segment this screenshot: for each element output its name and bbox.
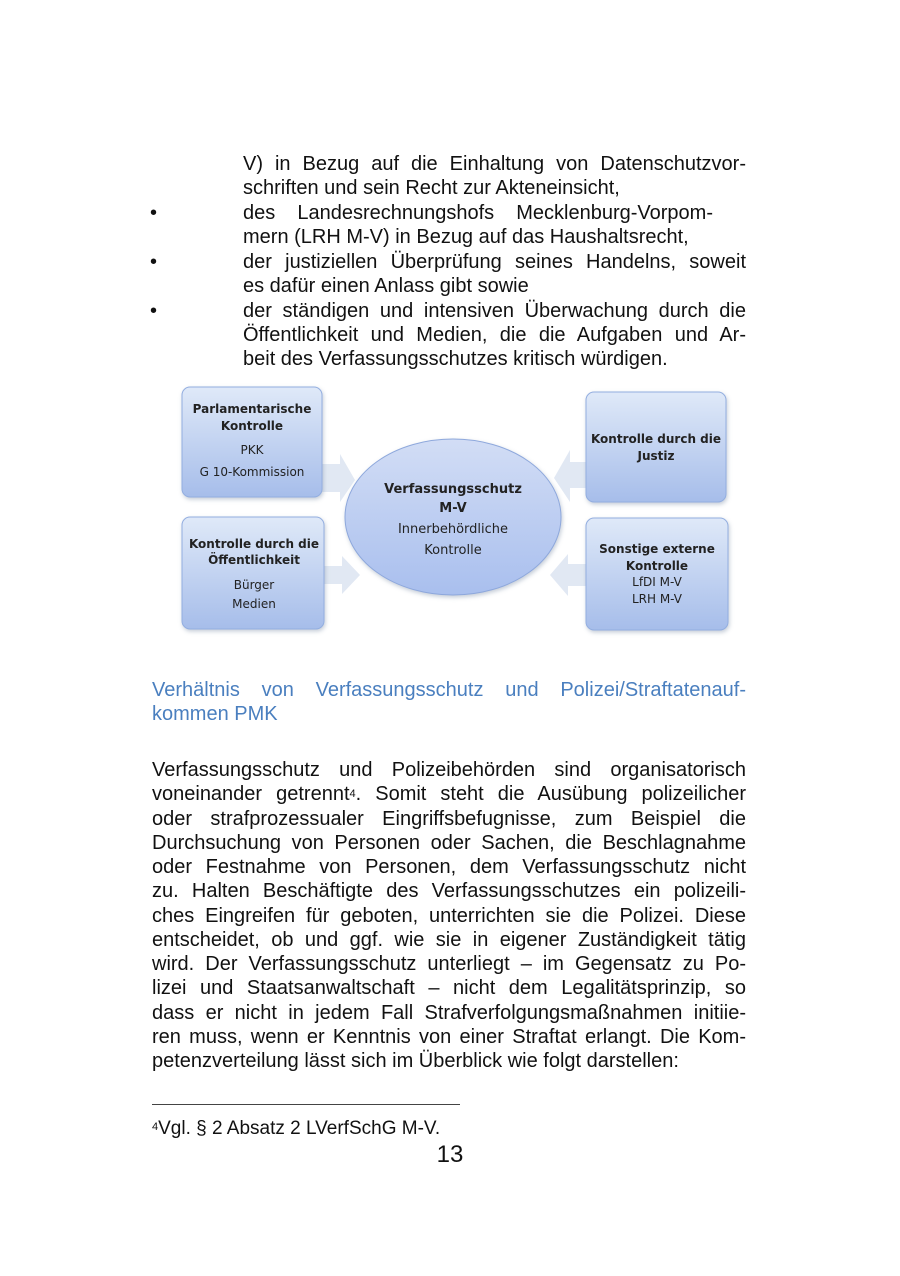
page-number: 13 <box>436 1141 464 1168</box>
parl-line-2: G 10-Kommission <box>199 465 305 479</box>
footnote-ref: 4 <box>349 788 356 801</box>
list-item-1-line-1: des Landesrechnungshofs Mecklenburg-Vorpom- <box>243 202 713 224</box>
footnote-number: 4 <box>152 1121 159 1133</box>
sonst-title-1: Sonstige externe <box>599 542 715 556</box>
oeff-title-1: Kontrolle durch die <box>188 537 320 551</box>
para-line: ren muss, wenn er Kenntnis von einer Straftat erlangt. Die Kom- <box>152 1025 746 1048</box>
control-diagram <box>170 380 740 645</box>
para-line: Durchsuchung von Personen oder Sachen, die Beschlagnahme <box>152 831 746 854</box>
para-line-with-footnote <box>152 782 746 806</box>
center-line-1: Innerbehördliche <box>397 522 509 537</box>
list-item-2-line-2: es dafür einen Anlass gibt sowie <box>243 275 529 297</box>
list-item-1-line-2: mern (LRH M-V) in Bezug auf das Haushaltsrecht, <box>243 226 689 248</box>
para-line: petenzverteilung lässt sich im Überblick wie folgt darstellen: <box>152 1050 679 1072</box>
box-justiz <box>586 392 726 502</box>
section-heading-line-1: Verhältnis von Verfassungsschutz und Polizei/Straftatenauf- <box>152 679 746 701</box>
list-continuation-line-1: V) in Bezug auf die Einhaltung von Datenschutzvor- <box>243 153 746 175</box>
bullet-2: • <box>150 251 158 273</box>
justiz-title-2: Justiz <box>637 449 675 463</box>
section-heading-line-2: kommen PMK <box>152 703 278 725</box>
ellipse-verfassungsschutz <box>345 439 561 595</box>
oeff-line-2: Medien <box>232 597 276 611</box>
para-line: lizei und Staatsanwaltschaft – nicht dem Legalitätsprinzip, so <box>152 977 746 1000</box>
para-line: ches Eingreifen für geboten, unterrichten sie die Polizei. Diese <box>152 904 746 927</box>
para-line: Verfassungsschutz und Polizeibehörden sind organisatorisch <box>152 759 746 781</box>
sonst-line-2: LRH M-V <box>631 592 683 606</box>
arrow-sonst-icon <box>550 554 586 596</box>
para-line-text: voneinander getrennt <box>152 783 350 806</box>
para-line-text-rest: . Somit steht die Ausübung polizeilicher <box>355 783 746 806</box>
center-title-2: M-V <box>439 501 467 516</box>
footnote-text: Vgl. § 2 Absatz 2 LVerfSchG M-V. <box>158 1118 441 1139</box>
arrow-justiz-icon <box>554 450 586 502</box>
center-line-2: Kontrolle <box>424 543 482 558</box>
bullet-1: • <box>150 202 158 224</box>
box-sonstige <box>586 518 728 630</box>
footnote <box>152 1117 440 1141</box>
sonst-line-1: LfDI M-V <box>632 575 682 589</box>
para-line: dass er nicht in jedem Fall Strafverfolgungsmaßnahmen initiie- <box>152 1001 746 1024</box>
parl-title-2: Kontrolle <box>220 419 284 433</box>
justiz-title-1: Kontrolle durch die <box>590 432 722 446</box>
list-item-3-line-3: beit des Verfassungsschutzes kritisch würdigen. <box>243 348 668 370</box>
para-line: entscheidet, ob und ggf. wie sie in eigener Zuständigkeit tätig <box>152 928 746 951</box>
footnote-separator <box>152 1104 460 1105</box>
arrow-oeff-icon <box>322 556 360 594</box>
list-item-3-line-2: Öffentlichkeit und Medien, die die Aufgaben und Ar- <box>243 324 746 346</box>
para-line: oder strafprozessualer Eingriffsbefugnisse, zum Beispiel die <box>152 807 746 830</box>
oeff-title-2: Öffentlichkeit <box>208 553 300 567</box>
oeff-line-1: Bürger <box>233 578 275 592</box>
sonst-title-2: Kontrolle <box>625 559 689 573</box>
list-item-2-line-1: der justiziellen Überprüfung seines Handelns, soweit <box>243 251 746 273</box>
para-line: wird. Der Verfassungsschutz unterliegt – im Gegensatz zu Po- <box>152 953 746 975</box>
para-line: zu. Halten Beschäftigte des Verfassungsschutzes ein polizeili- <box>152 880 746 903</box>
para-line: oder Festnahme von Personen, dem Verfassungsschutz nicht <box>152 856 746 878</box>
center-title-1: Verfassungsschutz <box>384 482 522 497</box>
box-oeffentlichkeit <box>182 517 324 629</box>
section-heading <box>152 678 746 726</box>
list-continuation-line-2: schriften und sein Recht zur Akteneinsicht, <box>243 177 620 199</box>
body-paragraph <box>152 758 746 1073</box>
parl-title-1: Parlamentarische <box>192 402 312 416</box>
parl-line-1: PKK <box>240 443 264 457</box>
bullet-3: • <box>150 300 158 322</box>
list-item-3-line-1: der ständigen und intensiven Überwachung durch die <box>243 300 746 322</box>
